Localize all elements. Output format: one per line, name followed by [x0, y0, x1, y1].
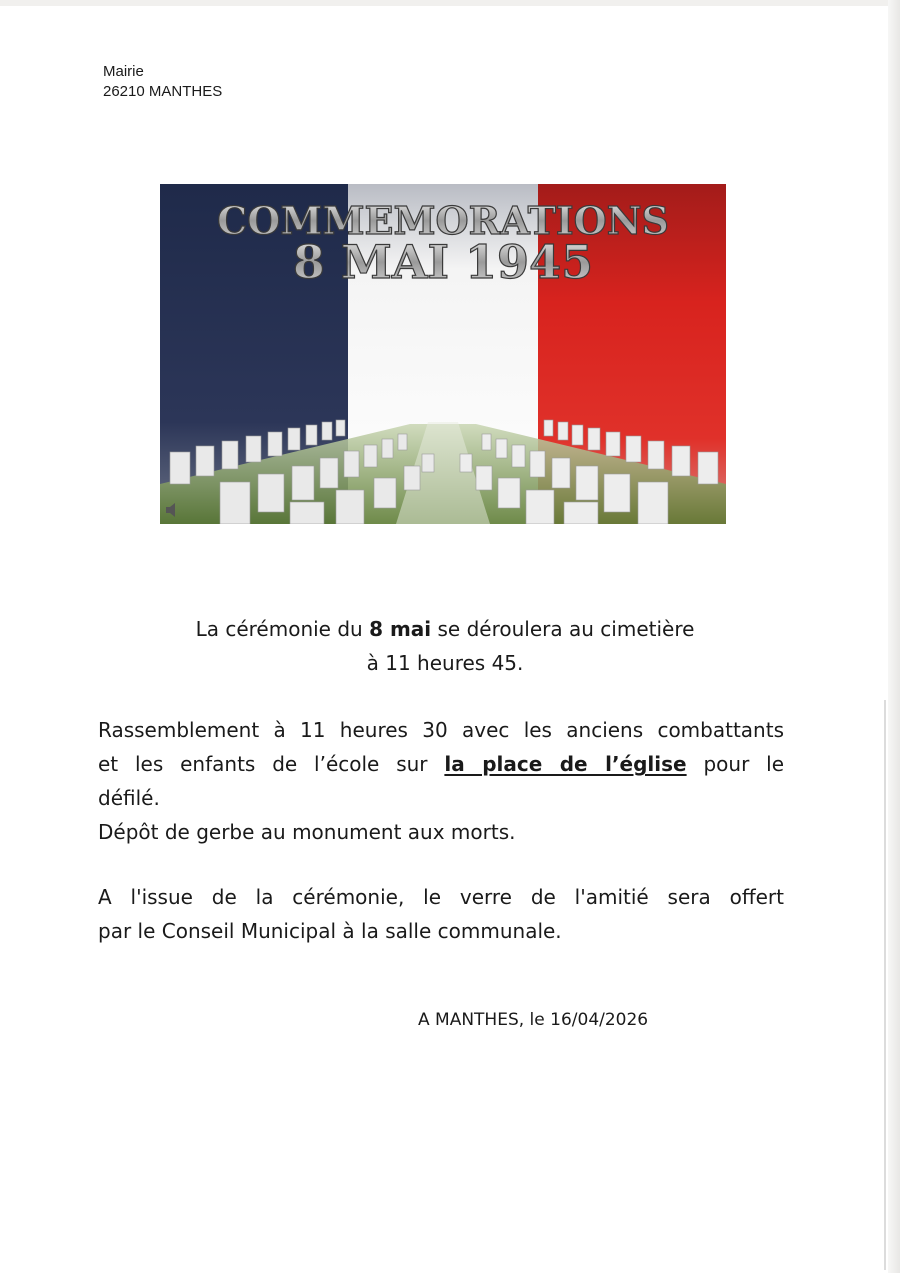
wreath-line: Dépôt de gerbe au monument aux morts. [98, 820, 516, 844]
gathering-paragraph [98, 713, 784, 849]
ceremony-intro-post: se déroulera au cimetière [431, 617, 695, 641]
gathering-line-1: Rassemblement à 11 heures 30 avec les anciens combattants [98, 718, 784, 742]
sender-address [103, 62, 222, 102]
speaker-icon [164, 502, 186, 518]
closing-line-2: par le Conseil Municipal à la salle communale. [98, 919, 562, 943]
scan-edge [888, 0, 900, 1273]
place-date-line: A MANTHES, le 16/04/2026 [418, 1010, 649, 1030]
commemoration-banner [160, 184, 726, 524]
closing-paragraph [98, 880, 784, 948]
scan-artifact-line [884, 700, 886, 1270]
ceremony-line-1 [150, 617, 740, 641]
sender-name: Mairie [103, 63, 144, 80]
banner-title-line2: 8 MAI 1945 [292, 235, 594, 289]
ceremony-line-2: à 11 heures 45. [366, 651, 524, 675]
gathering-line-3: défilé. [98, 786, 160, 810]
gathering-line-2-post: pour le [686, 752, 785, 776]
closing-line-1: A l'issue de la cérémonie, le verre de l'amitié sera offert [98, 885, 784, 909]
gathering-place: la place de l’église [444, 752, 687, 776]
gathering-line-2 [98, 747, 784, 781]
banner-title-line1: COMMEMORATIONS [217, 198, 669, 243]
sender-postal: 26210 MANTHES [103, 83, 223, 100]
ceremony-intro-pre: La cérémonie du [195, 617, 370, 641]
gathering-line-2-pre: et les enfants de l’école sur [98, 752, 445, 776]
banner-image [160, 184, 726, 524]
ceremony-date: 8 mai [369, 617, 432, 641]
